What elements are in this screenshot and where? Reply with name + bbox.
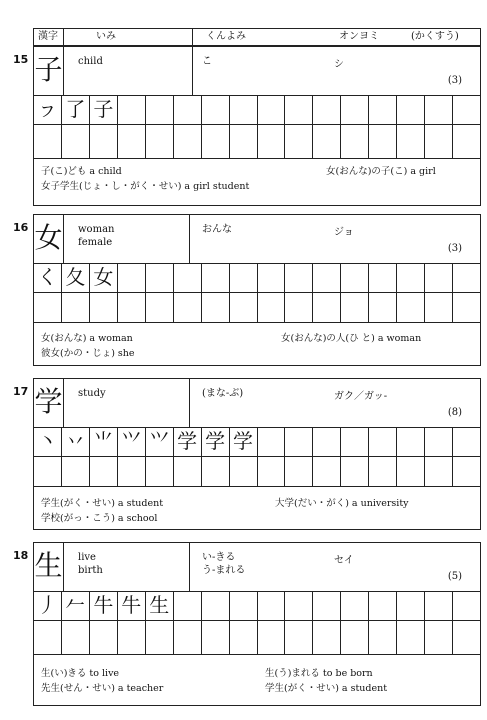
example: 学生(がく・せい) a student <box>41 498 164 509</box>
kun-reading: こ <box>202 56 212 67</box>
example: 女(おんな)の人(ひ と) a woman <box>281 333 422 344</box>
stroke-step: 女 <box>90 263 118 292</box>
kanji-entry-18 <box>13 542 481 706</box>
header-kanji: 漢字 <box>38 31 58 42</box>
example: 先生(せん・せい) a teacher <box>41 683 164 694</box>
header-strokes: (かくすう) <box>411 31 459 42</box>
kanji-meaning: live birth <box>78 552 103 576</box>
on-reading: セイ <box>334 555 354 566</box>
practice-grid <box>34 427 480 487</box>
on-reading: ガク／ガッ- <box>334 391 388 402</box>
stroke-step: 丶 <box>34 427 62 456</box>
kanji-character: 子 <box>34 47 64 95</box>
on-reading: ジョ <box>334 227 354 238</box>
stroke-step: 丷 <box>62 427 90 456</box>
column-header <box>33 28 481 46</box>
stroke-step: 子 <box>90 95 118 124</box>
entry-number: 17 <box>13 385 29 398</box>
stroke-count: (5) <box>447 571 462 582</box>
example: 生(う)まれる to be born <box>265 668 373 679</box>
example: 女子学生(じょ・し・がく・せい) a girl student <box>41 181 250 192</box>
stroke-step: 𭕄 <box>118 427 146 456</box>
stroke-step: 学 <box>230 427 258 456</box>
kun-reading: おんな <box>202 224 232 235</box>
header-on: オンヨミ <box>339 31 379 42</box>
stroke-step: 学 <box>174 427 202 456</box>
kun-reading: (まな-ぶ) <box>202 388 244 399</box>
kanji-character: 学 <box>34 379 64 427</box>
stroke-step: 𠂉 <box>62 591 90 620</box>
stroke-count: (8) <box>447 407 462 418</box>
header-kun: くんよみ <box>206 31 246 42</box>
entry-number: 18 <box>13 549 29 562</box>
example: 子(こ)ども a child <box>41 166 122 177</box>
stroke-step: ㇷ <box>34 95 62 124</box>
stroke-step: ⺍ <box>146 427 174 456</box>
header-meaning: いみ <box>96 31 116 42</box>
stroke-step: 牛 <box>90 591 118 620</box>
example: 生(い)きる to live <box>41 668 120 679</box>
kanji-character: 女 <box>34 215 64 263</box>
stroke-step: 牛 <box>118 591 146 620</box>
kanji-entry-15 <box>13 46 481 206</box>
kanji-meaning: child <box>78 56 103 67</box>
example: 学生(がく・せい) a student <box>265 683 388 694</box>
entry-number: 15 <box>13 53 29 66</box>
stroke-step: 丿 <box>34 591 62 620</box>
practice-grid <box>34 95 480 159</box>
kun-reading: い-きる う-まれる <box>202 552 246 576</box>
stroke-step: 了 <box>62 95 90 124</box>
practice-grid <box>34 591 480 655</box>
example: 大学(だい・がく) a university <box>275 498 409 509</box>
stroke-step: く <box>34 263 62 292</box>
stroke-step: 夂 <box>62 263 90 292</box>
example: 女(おんな) a woman <box>41 333 133 344</box>
example: 彼女(かの・じょ) she <box>41 348 135 359</box>
entry-number: 16 <box>13 221 29 234</box>
practice-grid <box>34 263 480 323</box>
stroke-count: (3) <box>447 75 462 86</box>
stroke-step: 学 <box>202 427 230 456</box>
stroke-step: 生 <box>146 591 174 620</box>
stroke-step: ⺌ <box>90 427 118 456</box>
kanji-character: 生 <box>34 543 64 591</box>
kanji-entry-17 <box>13 378 481 530</box>
kanji-meaning: study <box>78 388 106 399</box>
stroke-count: (3) <box>447 243 462 254</box>
example: 学校(がっ・こう) a school <box>41 513 158 524</box>
kanji-meaning: woman female <box>78 224 115 248</box>
example: 女(おんな)の子(こ) a girl <box>326 166 436 177</box>
on-reading: シ <box>334 59 344 70</box>
kanji-entry-16 <box>13 214 481 366</box>
